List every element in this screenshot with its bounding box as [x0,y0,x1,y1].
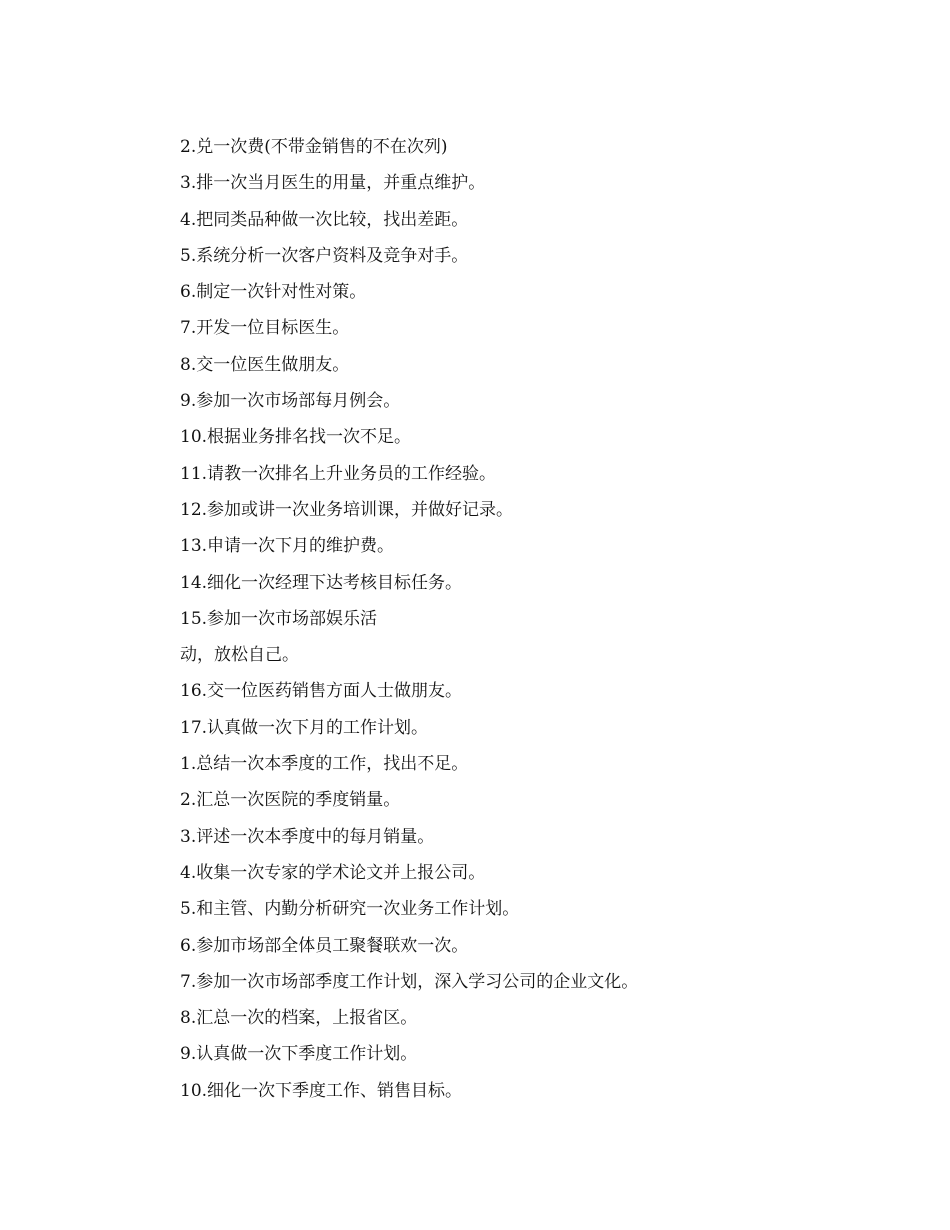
text-line: 1.总结一次本季度的工作，找出不足。 [180,754,469,775]
text-line: 7.参加一次市场部季度工作计划，深入学习公司的企业文化。 [180,971,639,992]
text-line: 16.交一位医药销售方面人士做朋友。 [180,681,463,702]
text-line: 12.参加或讲一次业务培训课，并做好记录。 [180,499,514,520]
document-body [180,129,880,1109]
text-line: 动，放松自己。 [180,645,299,666]
text-line: 5.系统分析一次客户资料及竞争对手。 [180,245,469,266]
text-line: 17.认真做一次下月的工作计划。 [180,717,429,738]
text-line: 2.兑一次费(不带金销售的不在次列) [180,137,448,157]
text-line: 4.收集一次专家的学术论文并上报公司。 [180,862,486,883]
text-line: 6.参加市场部全体员工聚餐联欢一次。 [180,935,469,956]
text-line: 13.申请一次下月的维护费。 [180,536,395,557]
text-line: 10.根据业务排名找一次不足。 [180,427,412,448]
text-line: 6.制定一次针对性对策。 [180,282,367,303]
text-line: 8.交一位医生做朋友。 [180,354,350,375]
text-line: 2.汇总一次医院的季度销量。 [180,790,401,811]
text-line: 7.开发一位目标医生。 [180,318,350,339]
text-line: 3.评述一次本季度中的每月销量。 [180,826,435,847]
text-line: 4.把同类品种做一次比较，找出差距。 [180,209,469,230]
text-line: 9.认真做一次下季度工作计划。 [180,1044,418,1065]
text-line: 3.排一次当月医生的用量，并重点维护。 [180,173,486,194]
text-line: 5.和主管、内勤分析研究一次业务工作计划。 [180,899,520,920]
text-line: 11.请教一次排名上升业务员的工作经验。 [180,463,497,484]
text-line: 8.汇总一次的档案，上报省区。 [180,1008,418,1029]
text-line: 15.参加一次市场部娱乐活 [180,608,378,629]
text-line: 14.细化一次经理下达考核目标任务。 [180,572,463,593]
text-line: 10.细化一次下季度工作、销售目标。 [180,1080,463,1101]
text-line: 9.参加一次市场部每月例会。 [180,391,401,412]
